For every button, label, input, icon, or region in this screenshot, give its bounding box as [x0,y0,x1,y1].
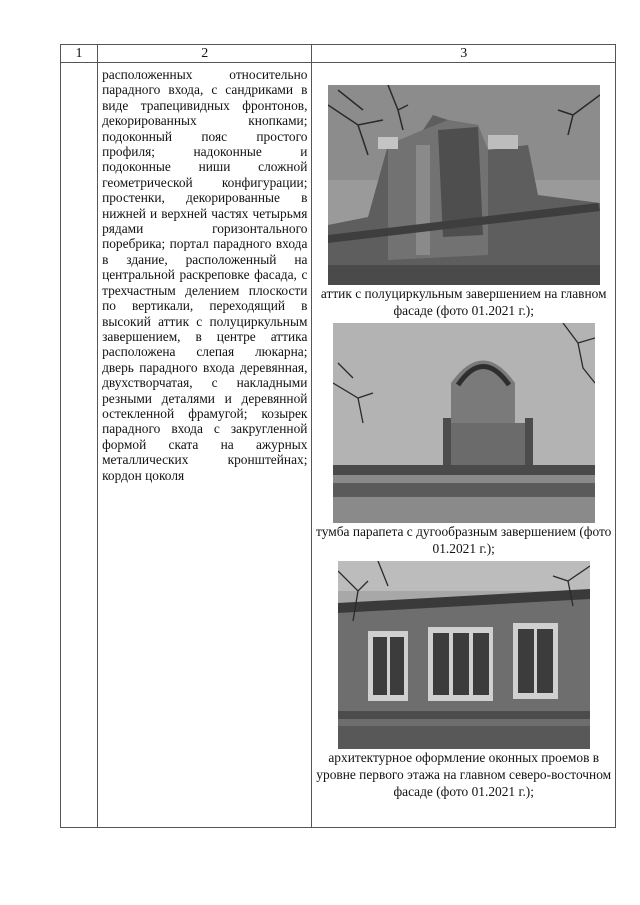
attic-photo-caption: аттик с полуциркульным завершением на главном фасаде (фото 01.2021 г.); [320,286,607,318]
window-group [368,623,558,701]
content-row [61,63,616,828]
document-table [60,44,616,828]
photos-cell [312,63,616,828]
header-row [61,45,616,63]
windows-photo-caption: архитектурное оформление оконных проемов в уровне первого этажа на главном северо-восточном фасаде (фото 01.2021 г.); [316,750,612,799]
description-text: расположенных относительно парадного входа, с сандриками в виде трапецивидных фронтонов, декорированных кнопками; подоконный пояс простого профиля; надоконные и подоконные ниши сложной геометрической конфигурации; простенки, декорированные в нижней и верхней частях четырьмя рядами горизонтального поребрика; портал парадного входа в здание, расположенный на центральной раскреповке фасада, с трехчастным делением плоскости по вертикали, переходящий в высокий аттик с полуциркульным завершением, в центре аттика расположена слепая люкарна; дверь парадного входа деревянная, двухстворчатая, с накладными резными деталями и деревянной остекленной фрамугой; козырек парадного входа с закругленной формой ската на ажурных металлических кронштейнах; кордон цоколя [102,67,308,483]
windows-photo [338,561,590,749]
header-col-2: 2 [98,45,312,63]
parapet-photo [333,323,595,523]
description-cell [98,63,312,828]
parapet-photo-caption: тумба парапета с дугообразным завершением (фото 01.2021 г.); [316,524,612,556]
header-col-1: 1 [61,45,98,63]
attic-photo [328,85,600,285]
number-cell [61,63,98,828]
header-col-3: 3 [312,45,616,63]
